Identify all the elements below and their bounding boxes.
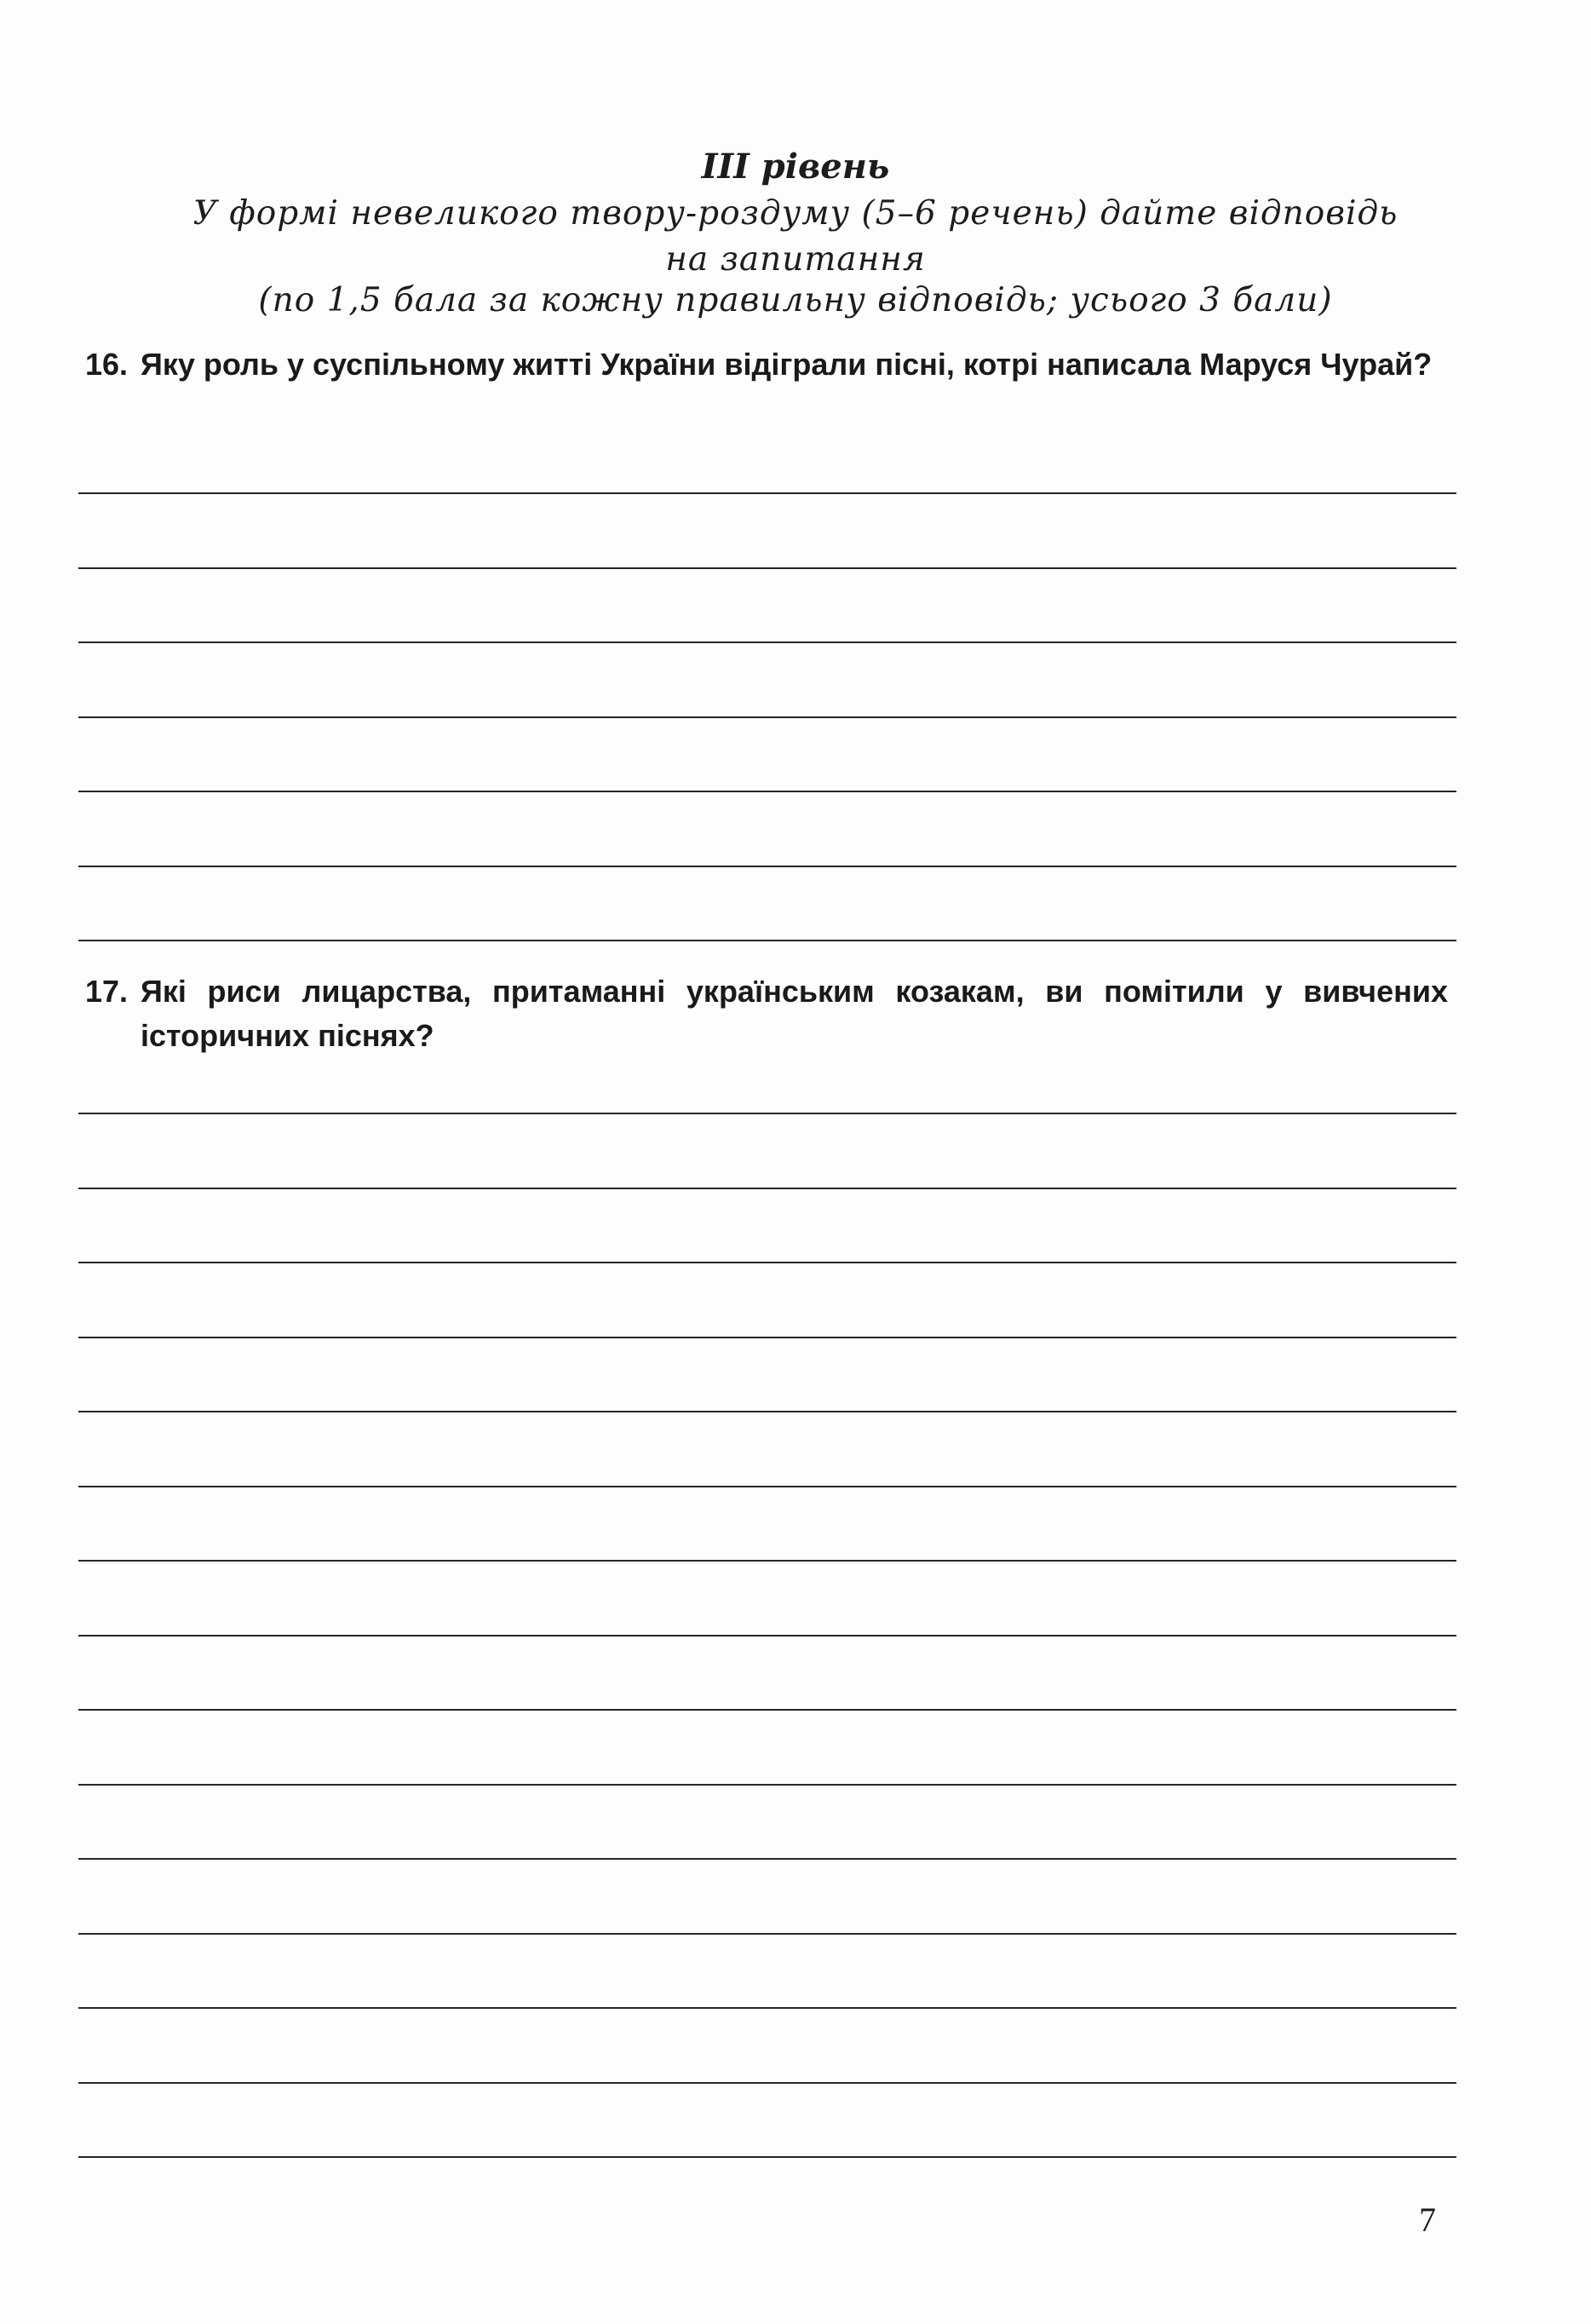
answer-line[interactable] xyxy=(78,866,1456,867)
instruction-line-3: (по 1,5 бала за кожну правильну відповідь; усього 3 бали) xyxy=(258,281,1333,319)
page-number: 7 xyxy=(1419,2200,1436,2239)
answer-line[interactable] xyxy=(78,492,1456,494)
instruction-line-1: У формі невеликого твору-роздуму (5–6 речень) дайте відповідь xyxy=(192,194,1399,233)
answer-line[interactable] xyxy=(78,641,1456,643)
answer-line[interactable] xyxy=(78,1560,1456,1562)
answer-line[interactable] xyxy=(78,1784,1456,1786)
answer-line[interactable] xyxy=(78,1486,1456,1487)
answer-line[interactable] xyxy=(78,1933,1456,1935)
question-17 xyxy=(85,969,1448,1058)
answer-line[interactable] xyxy=(78,791,1456,792)
answer-line[interactable] xyxy=(78,1262,1456,1263)
instruction-line-2: на запитання xyxy=(665,240,926,279)
question-number: 17. xyxy=(85,974,129,1009)
question-number: 16. xyxy=(85,347,129,382)
answer-line[interactable] xyxy=(78,1635,1456,1637)
answer-line[interactable] xyxy=(78,1858,1456,1860)
answer-line[interactable] xyxy=(78,1113,1456,1114)
question-text: Які риси лицарства, притаманні українським козакам, ви помітили у вивчених історичних піснях? xyxy=(141,974,1448,1053)
question-16 xyxy=(85,342,1448,387)
answer-line[interactable] xyxy=(78,1411,1456,1412)
level-heading: III рівень xyxy=(701,147,890,187)
question-text: Яку роль у суспільному житті України відіграли пісні, котрі написала Маруся Чурай? xyxy=(141,347,1433,382)
answer-line[interactable] xyxy=(78,567,1456,569)
answer-line[interactable] xyxy=(78,2007,1456,2009)
answer-line[interactable] xyxy=(78,716,1456,718)
answer-line[interactable] xyxy=(78,2082,1456,2084)
answer-line[interactable] xyxy=(78,1188,1456,1189)
answer-line[interactable] xyxy=(78,1709,1456,1711)
answer-line[interactable] xyxy=(78,2156,1456,2158)
answer-line[interactable] xyxy=(78,1337,1456,1338)
answer-line[interactable] xyxy=(78,940,1456,941)
